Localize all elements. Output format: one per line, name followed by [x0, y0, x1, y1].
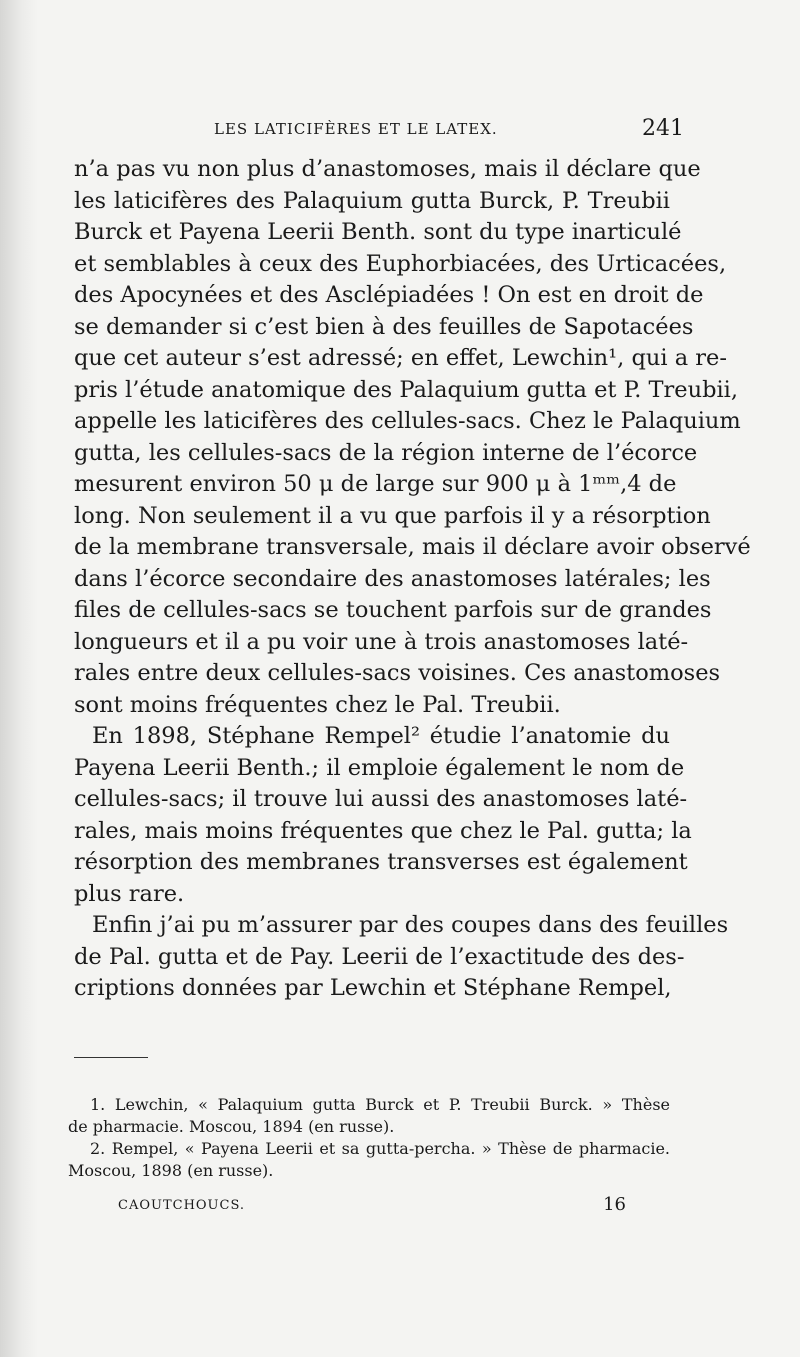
text-line: et semblables à ceux des Euphorbiacées, des Urticacées, [74, 250, 727, 277]
text-line: de Pal. gutta et de Pay. Leerii de l’exactitude des des- [74, 943, 685, 970]
text-line: Payena Leerii Benth.; il emploie également le nom de [74, 754, 685, 781]
text-line: plus rare. [74, 880, 185, 907]
text-line: dans l’écorce secondaire des anastomoses latérales; les [74, 565, 711, 592]
text-line: mesurent environ 50 μ de large sur 900 μ à 1ᵐᵐ,4 de [74, 471, 677, 497]
footnote-line: Moscou, 1898 (en russe). [68, 1161, 274, 1180]
running-title: LES LATICIFÈRES ET LE LATEX. [214, 120, 498, 138]
text-line: rales entre deux cellules-sacs voisines. Ces anastomoses [74, 660, 721, 686]
text-line: files de cellules-sacs se touchent parfois sur de grandes [74, 597, 712, 623]
body-text [74, 154, 751, 1005]
running-head [214, 118, 684, 144]
text-line: se demander si c’est bien à des feuilles de Sapotacées [74, 313, 694, 340]
signature-mark: CAOUTCHOUCS. [118, 1198, 246, 1213]
text-line: En 1898, Stéphane Rempel² étudie l’anatomie du [92, 723, 670, 749]
sheet-number: 16 [603, 1194, 626, 1215]
text-line: criptions données par Lewchin et Stéphane Rempel, [74, 975, 672, 1001]
text-line: gutta, les cellules-sacs de la région interne de l’écorce [74, 439, 698, 466]
text-line: que cet auteur s’est adressé; en effet, Lewchin¹, qui a re- [74, 345, 727, 371]
footnote-line: de pharmacie. Moscou, 1894 (en russe). [68, 1117, 395, 1136]
text-line: pris l’étude anatomique des Palaquium gutta et P. Treubii, [74, 376, 739, 403]
text-line: long. Non seulement il a vu que parfois il y a résorption [74, 502, 711, 529]
footnotes [68, 1094, 670, 1182]
text-line: n’a pas vu non plus d’anastomoses, mais il déclare que [74, 156, 701, 182]
page-edge-shadow [0, 0, 38, 1357]
footnote-divider [74, 1057, 148, 1058]
page-footer [118, 1194, 626, 1220]
text-line: les laticifères des Palaquium gutta Burck, P. Treubii [74, 187, 670, 214]
text-line: résorption des membranes transverses est également [74, 849, 688, 875]
text-line: rales, mais moins fréquentes que chez le Pal. gutta; la [74, 817, 692, 844]
text-line: appelle les laticifères des cellules-sacs. Chez le Palaquium [74, 408, 741, 434]
footnote-line: 1. Lewchin, « Palaquium gutta Burck et P. Treubii Burck. » Thèse [90, 1095, 670, 1114]
text-line: longueurs et il a pu voir une à trois anastomoses laté- [74, 628, 689, 655]
text-line: sont moins fréquentes chez le Pal. Treubii. [74, 691, 561, 718]
text-line: Burck et Payena Leerii Benth. sont du type inarticulé [74, 219, 682, 245]
text-line: cellules-sacs; il trouve lui aussi des anastomoses laté- [74, 786, 688, 812]
text-line: de la membrane transversale, mais il déclare avoir observé [74, 534, 751, 560]
page-number: 241 [642, 116, 684, 141]
text-line: Enfin j’ai pu m’assurer par des coupes dans des feuilles [92, 912, 729, 938]
text-line: des Apocynées et des Asclépiadées ! On est en droit de [74, 282, 704, 308]
footnote-line: 2. Rempel, « Payena Leerii et sa gutta-percha. » Thèse de pharmacie. [90, 1139, 670, 1158]
